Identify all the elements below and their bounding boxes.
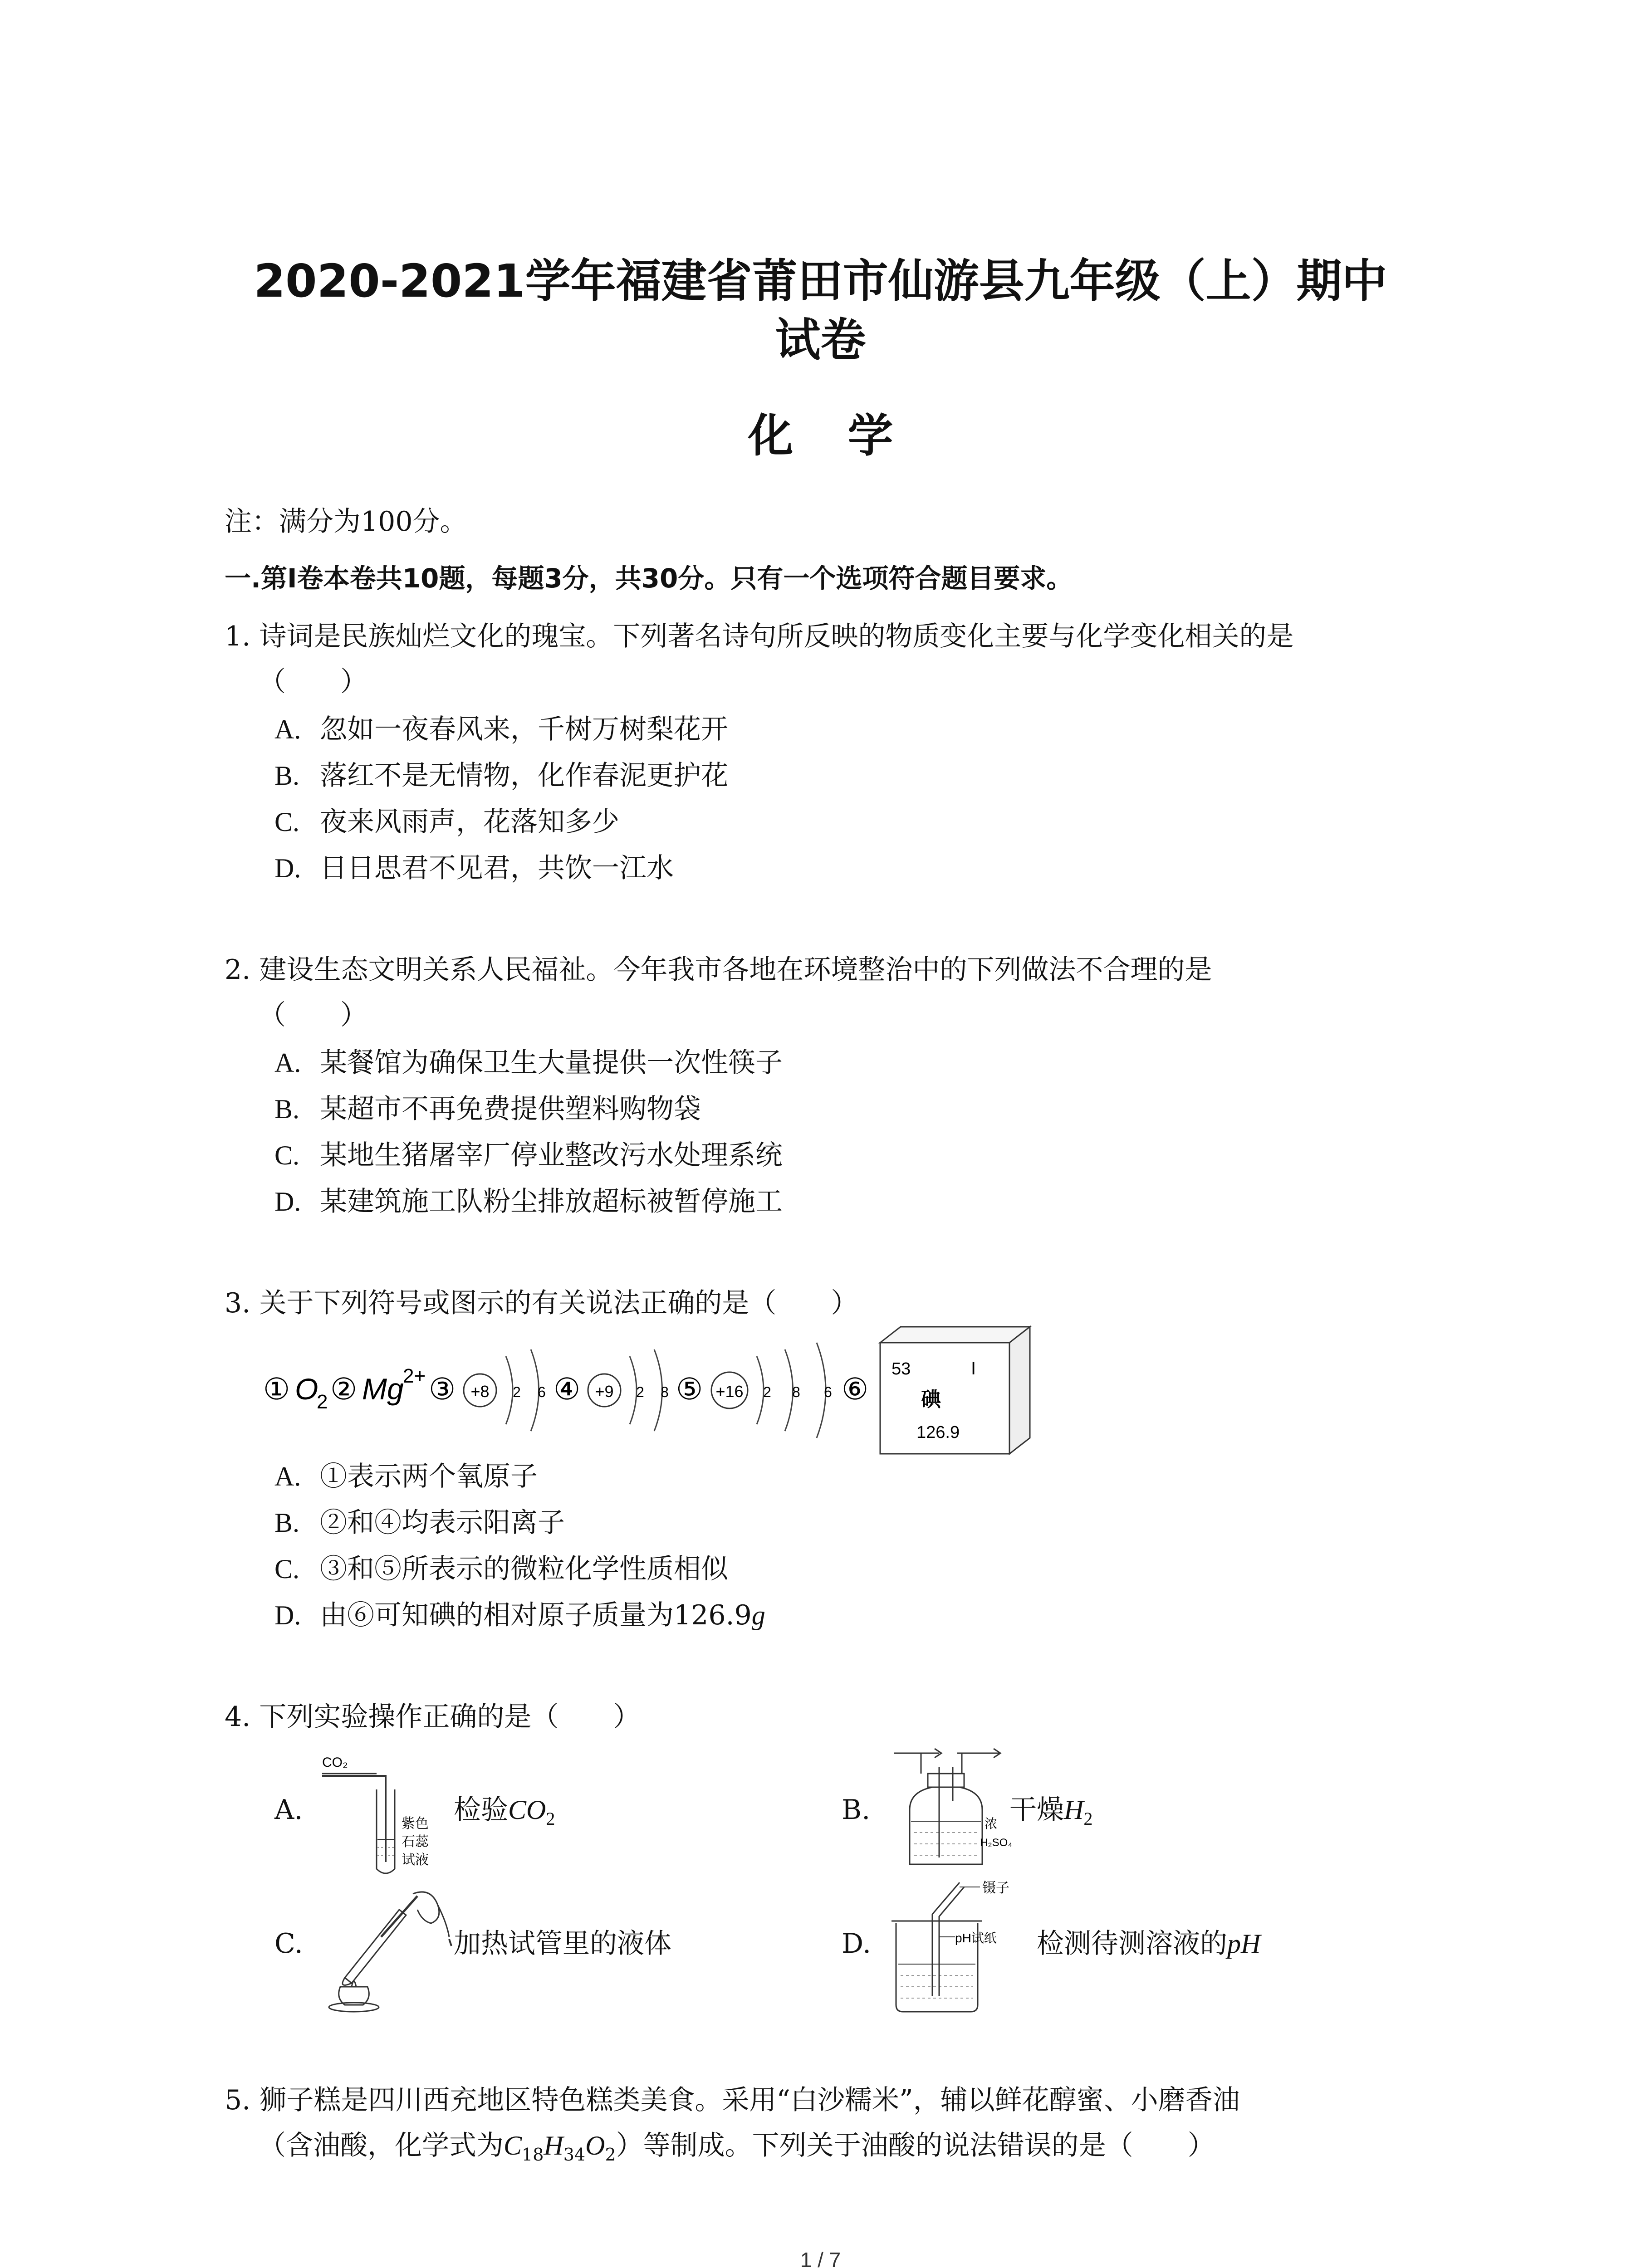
option-text: 日日思君不见君，共饮一江水 (320, 852, 674, 884)
nucleus-charge: +16 (715, 1382, 744, 1401)
question-3-stem: 3. 关于下列符号或图示的有关说法正确的是（ ） (225, 1287, 858, 1319)
reagent-label: H₂SO₄ (980, 1837, 1013, 1849)
formula-h: H (544, 2131, 563, 2160)
h2-drying-figure (889, 1742, 1013, 1878)
q2-option-d[interactable] (274, 1186, 783, 1217)
symbol-5: ⑤ (676, 1372, 703, 1406)
q1-option-c[interactable] (274, 806, 619, 838)
q4-option-c-label[interactable]: C. (274, 1928, 303, 1960)
reagent-label: 试液 (402, 1853, 429, 1867)
reagent-label: 紫色 (402, 1816, 429, 1831)
reagent-label: 石蕊 (402, 1834, 429, 1849)
question-5-line2 (259, 2130, 1215, 2170)
q1-option-b[interactable] (274, 760, 728, 792)
option-label: D. (274, 1600, 301, 1630)
option-label: A. (274, 714, 301, 744)
option-text: 忽如一夜春风来，千树万树梨花开 (320, 714, 728, 745)
heating-test-tube-figure (313, 1878, 458, 2014)
option-text: 检验 (454, 1794, 508, 1826)
symbol-1: ① (263, 1372, 290, 1406)
option-label: D. (274, 1187, 301, 1217)
q1-option-d[interactable] (274, 852, 674, 884)
formula: CO (508, 1795, 546, 1825)
page-title-line2: 试卷 (775, 313, 866, 367)
reagent-label: 浓 (985, 1817, 998, 1831)
shell-electrons: 8 (661, 1384, 669, 1400)
option-text: 检测待测溶液的 (1037, 1928, 1227, 1960)
question-5-stem: 5. 狮子糕是四川西充地区特色糕类美食。采用“白沙糯米”，辅以鲜花醇蜜、小磨香油 (225, 2084, 1240, 2116)
q3-option-b[interactable] (274, 1507, 565, 1539)
option-label: B. (274, 1094, 300, 1124)
atom-structure-3 (464, 1349, 546, 1431)
option-label: D. (274, 853, 301, 883)
option-label: C. (274, 807, 300, 837)
question-1-stem: 1. 诗词是民族灿烂文化的瑰宝。下列著名诗句所反映的物质变化主要与化学变化相关的是 (225, 621, 1294, 652)
option-label: C. (274, 1554, 300, 1584)
option-text: 某餐馆为确保卫生大量提供一次性筷子 (320, 1047, 783, 1079)
shell-electrons: 8 (792, 1384, 800, 1400)
option-text: 由⑥可知碘的相对原子质量为126.9 (320, 1599, 752, 1631)
ph-test-figure (887, 1873, 1041, 2019)
atomic-mass: 126.9 (916, 1423, 960, 1442)
formula-subscript: 2 (1083, 1809, 1093, 1829)
co2-test-figure (318, 1749, 463, 1885)
q4-option-d-text (1037, 1928, 1260, 1960)
option-label: B. (274, 761, 300, 791)
page-number: 1 / 7 (800, 2248, 841, 2268)
question-2-paren: （ ） (259, 999, 367, 1031)
q4-option-c-text: 加热试管里的液体 (454, 1928, 671, 1960)
element-name: 碘 (921, 1388, 941, 1411)
option-text: 夜来风雨声，花落知多少 (320, 806, 619, 838)
symbol-2: ② (330, 1372, 358, 1406)
shell-electrons: 2 (513, 1384, 521, 1400)
option-label: B. (274, 1508, 300, 1538)
atom-structure-5 (711, 1343, 832, 1438)
tweezers-label: 镊子 (982, 1881, 1009, 1896)
shell-electrons: 2 (636, 1384, 644, 1400)
question-2-stem: 2. 建设生态文明关系人民福祉。今年我市各地在环境整治中的下列做法不合理的是 (225, 954, 1212, 986)
q4-option-a-label[interactable]: A. (274, 1794, 303, 1826)
option-label: A. (274, 1461, 301, 1491)
stem-text: （含油酸，化学式为 (259, 2130, 504, 2161)
formula-subscript: 18 (522, 2145, 544, 2165)
symbol-4: ④ (554, 1372, 581, 1406)
stem-text: ）等制成。下列关于油酸的说法错误的是（ ） (616, 2130, 1215, 2161)
formula-subscript: 2 (605, 2145, 616, 2165)
q4-option-b-label[interactable]: B. (842, 1794, 871, 1826)
nucleus-charge: +8 (470, 1382, 490, 1401)
option-text: 某超市不再免费提供塑料购物袋 (320, 1093, 701, 1125)
option-text: 某建筑施工队粉尘排放超标被暂停施工 (320, 1186, 783, 1217)
formula: H (1064, 1795, 1084, 1825)
iodine-element-cube (880, 1327, 1030, 1454)
gas-label: CO₂ (322, 1755, 348, 1770)
option-text: ③和⑤所表示的微粒化学性质相似 (320, 1553, 728, 1585)
formula: pH (1227, 1929, 1261, 1959)
shell-electrons: 2 (763, 1384, 771, 1400)
question-4-stem: 4. 下列实验操作正确的是（ ） (225, 1701, 641, 1733)
o2-formula: O (295, 1372, 318, 1406)
q4-option-d-label[interactable]: D. (842, 1928, 872, 1960)
mg-superscript: 2+ (403, 1365, 426, 1387)
q1-option-a[interactable] (274, 714, 728, 745)
o2-subscript: 2 (317, 1391, 328, 1413)
option-text: ①表示两个氧原子 (320, 1461, 538, 1492)
option-text: 某地生猪屠宰厂停业整改污水处理系统 (320, 1139, 783, 1171)
element-symbol: I (971, 1359, 976, 1378)
q2-option-b[interactable] (274, 1093, 701, 1125)
mg-formula: Mg (362, 1372, 404, 1406)
formula-c: C (504, 2131, 522, 2160)
unit-g: g (751, 1600, 765, 1630)
atomic-number: 53 (892, 1359, 911, 1378)
formula-subscript: 34 (563, 2145, 586, 2165)
q4-option-a-text (454, 1794, 555, 1835)
option-text: ②和④均表示阳离子 (320, 1507, 565, 1539)
formula-subscript: 2 (546, 1809, 555, 1829)
q3-symbols-figure (263, 1325, 1034, 1461)
option-text: 干燥 (1009, 1794, 1064, 1826)
nucleus-charge: +9 (595, 1382, 614, 1401)
section-heading: 一.第Ⅰ卷本卷共10题，每题3分，共30分。只有一个选项符合题目要求。 (225, 563, 1073, 594)
question-1-paren: （ ） (259, 666, 367, 698)
ph-paper-label: pH试纸 (955, 1931, 997, 1945)
q2-option-a[interactable] (274, 1047, 783, 1079)
score-note: 注：满分为100分。 (225, 506, 467, 538)
q3-option-c[interactable] (274, 1553, 728, 1585)
shell-electrons: 6 (824, 1384, 832, 1400)
q3-option-d[interactable] (274, 1599, 765, 1631)
option-label: C. (274, 1140, 300, 1170)
symbol-6: ⑥ (842, 1372, 869, 1406)
shell-electrons: 6 (538, 1384, 546, 1400)
symbol-3: ③ (429, 1372, 456, 1406)
subject-title: 化学 (748, 409, 948, 462)
formula-o: O (585, 2131, 605, 2160)
q3-option-a[interactable] (274, 1461, 538, 1492)
option-text: 落红不是无情物，化作春泥更护花 (320, 760, 728, 792)
q4-option-b-text (1009, 1794, 1092, 1835)
q2-option-c[interactable] (274, 1139, 783, 1171)
page-title-line1: 2020-2021学年福建省莆田市仙游县九年级（上）期中 (254, 254, 1387, 308)
option-label: A. (274, 1048, 301, 1078)
atom-structure-4 (588, 1349, 669, 1431)
